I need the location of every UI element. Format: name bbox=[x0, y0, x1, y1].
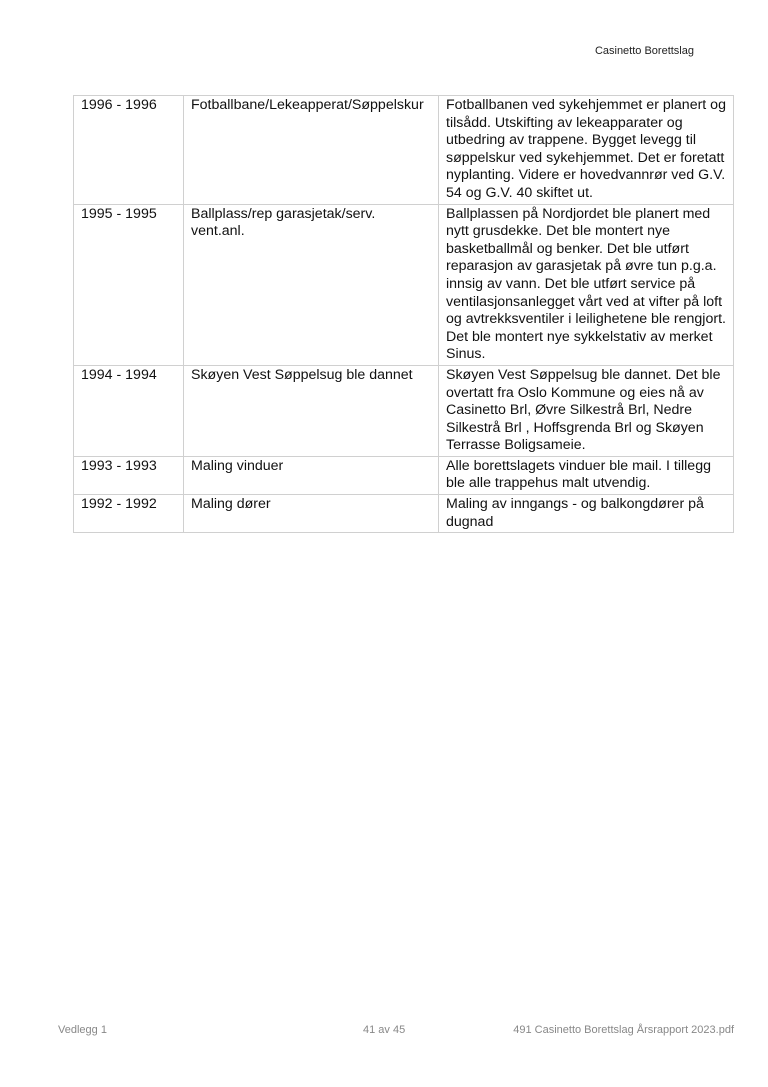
table-row bbox=[74, 495, 734, 533]
title-cell: Maling dører bbox=[184, 495, 439, 533]
footer-attachment-label: Vedlegg 1 bbox=[58, 1024, 107, 1036]
title-cell: Ballplass/rep garasjetak/serv. vent.anl. bbox=[184, 204, 439, 365]
table-row bbox=[74, 456, 734, 494]
description-cell: Skøyen Vest Søppelsug ble dannet. Det ble overtatt fra Oslo Kommune og eies nå av Casinetto Brl, Øvre Silkestrå Brl, Nedre Silkestrå Brl , Hoffsgrenda Brl og Skøyen Terrasse Boligsameie. bbox=[439, 365, 734, 456]
title-cell: Fotballbane/Lekeapperat/Søppelskur bbox=[184, 96, 439, 205]
description-cell: Maling av inngangs - og balkongdører på dugnad bbox=[439, 495, 734, 533]
header-organization-name: Casinetto Borettslag bbox=[594, 45, 694, 57]
year-cell: 1994 - 1994 bbox=[74, 365, 184, 456]
table-row bbox=[74, 204, 734, 365]
table-row bbox=[74, 96, 734, 205]
description-cell: Fotballbanen ved sykehjemmet er planert og tilsådd. Utskifting av lekeapparater og utbedring av trappene. Bygget levegg til søppelskur ved sykehjemmet. Det er foretatt nyplanting. Videre er hovedvannrør ved G.V. 54 og G.V. 40 skiftet ut. bbox=[439, 96, 734, 205]
title-cell: Skøyen Vest Søppelsug ble dannet bbox=[184, 365, 439, 456]
year-cell: 1992 - 1992 bbox=[74, 495, 184, 533]
description-cell: Alle borettslagets vinduer ble mail. I tillegg ble alle trappehus malt utvendig. bbox=[439, 456, 734, 494]
year-cell: 1993 - 1993 bbox=[74, 456, 184, 494]
year-cell: 1996 - 1996 bbox=[74, 96, 184, 205]
description-cell: Ballplassen på Nordjordet ble planert med nytt grusdekke. Det ble montert nye basketballmål og benker. Det ble utført reparasjon av garasjetak på øvre tun p.g.a. innsig av vann. Det ble utført service på ventilasjonsanlegget vårt ved at vifter på loft og avtrekksventiler i leilighetene ble rengjort. Det ble montert nye sykkelstativ av merket Sinus. bbox=[439, 204, 734, 365]
footer-file-name: 491 Casinetto Borettslag Årsrapport 2023.pdf bbox=[513, 1024, 734, 1036]
history-table bbox=[73, 95, 734, 533]
title-cell: Maling vinduer bbox=[184, 456, 439, 494]
table-row bbox=[74, 365, 734, 456]
year-cell: 1995 - 1995 bbox=[74, 204, 184, 365]
footer-page-number: 41 av 45 bbox=[363, 1024, 406, 1036]
